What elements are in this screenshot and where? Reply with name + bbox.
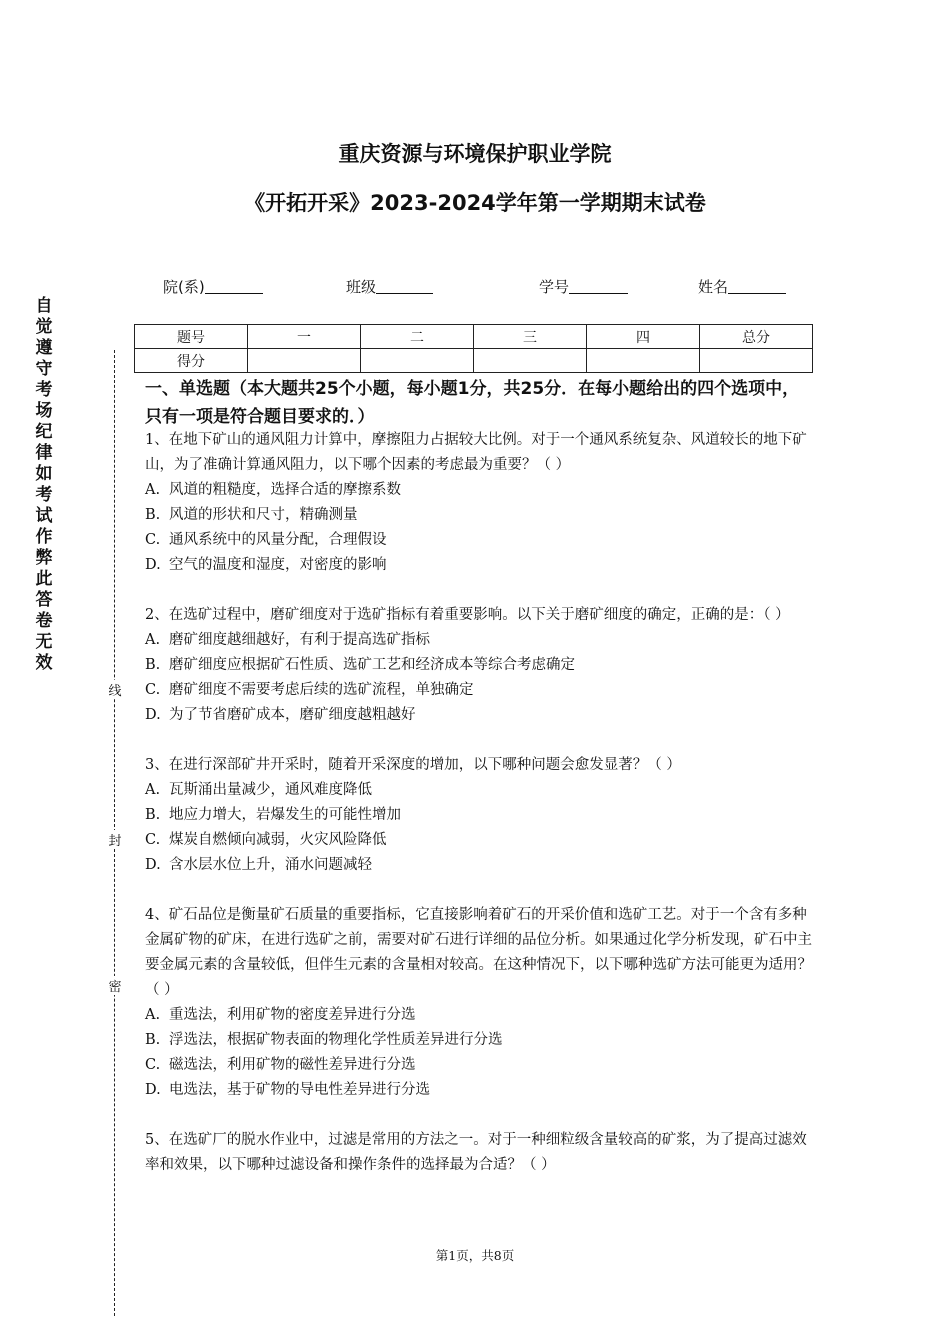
score-table xyxy=(134,324,813,373)
score-header-cell: 总分 xyxy=(700,325,813,349)
class-field xyxy=(346,276,433,297)
option-c[interactable]: C. 磨矿细度不需要考虑后续的选矿流程，单独确定 xyxy=(145,682,474,698)
score-cell[interactable] xyxy=(361,349,474,373)
score-header-cell: 二 xyxy=(361,325,474,349)
exam-discipline-warning: 自觉遵守考场纪律如考试作弊此答卷无效 xyxy=(35,296,53,673)
page-footer: 第1页，共8页 xyxy=(435,1248,515,1263)
option-d[interactable]: D. 含水层水位上升，涌水问题减轻 xyxy=(145,857,372,873)
name-blank[interactable] xyxy=(728,279,786,294)
question-4 xyxy=(145,903,813,1103)
school-title: 重庆资源与环境保护职业学院 xyxy=(338,142,612,166)
score-cell[interactable] xyxy=(700,349,813,373)
question-1 xyxy=(145,428,813,578)
option-c[interactable]: C. 煤炭自燃倾向减弱，火灾风险降低 xyxy=(145,832,387,848)
option-b[interactable]: B. 浮选法，根据矿物表面的物理化学性质差异进行分选 xyxy=(145,1032,503,1048)
question-stem: 1、在地下矿山的通风阻力计算中，摩擦阻力占据较大比例。对于一个通风系统复杂、风道较长的地下矿山，为了准确计算通风阻力，以下哪个因素的考虑最为重要？（ ） xyxy=(145,432,807,473)
option-c[interactable]: C. 磁选法，利用矿物的磁性差异进行分选 xyxy=(145,1057,416,1073)
option-a[interactable]: A. 瓦斯涌出量减少，通风难度降低 xyxy=(145,782,372,798)
option-d[interactable]: D. 电选法，基于矿物的导电性差异进行分选 xyxy=(145,1082,430,1098)
score-cell[interactable] xyxy=(587,349,700,373)
seal-label: 封 xyxy=(104,830,126,849)
score-cell[interactable] xyxy=(248,349,361,373)
student-id-label: 学号 xyxy=(539,278,570,296)
question-list xyxy=(145,428,813,1203)
score-header-cell: 四 xyxy=(587,325,700,349)
score-header-cell: 三 xyxy=(474,325,587,349)
question-stem: 5、在选矿厂的脱水作业中，过滤是常用的方法之一。对于一种细粒级含量较高的矿浆，为了提高过滤效率和效果，以下哪种过滤设备和操作条件的选择最为合适？（ ） xyxy=(145,1132,807,1173)
score-row-label: 得分 xyxy=(135,349,248,373)
class-label: 班级 xyxy=(346,278,377,296)
option-b[interactable]: B. 磨矿细度应根据矿石性质、选矿工艺和经济成本等综合考虑确定 xyxy=(145,657,575,673)
department-blank[interactable] xyxy=(205,279,263,294)
department-field xyxy=(163,276,263,297)
option-d[interactable]: D. 为了节省磨矿成本，磨矿细度越粗越好 xyxy=(145,707,416,723)
section-heading: 一、单选题（本大题共25个小题，每小题1分，共25分．在每小题给出的四个选项中，只有一项是符合题目要求的．） xyxy=(145,379,800,427)
option-d[interactable]: D. 空气的温度和湿度，对密度的影响 xyxy=(145,557,387,573)
department-label: 院(系) xyxy=(163,278,205,296)
score-table-header-row xyxy=(135,325,813,349)
score-cell[interactable] xyxy=(474,349,587,373)
name-label: 姓名 xyxy=(698,278,729,296)
question-2 xyxy=(145,603,813,728)
option-a[interactable]: A. 磨矿细度越细越好，有利于提高选矿指标 xyxy=(145,632,430,648)
option-a[interactable]: A. 重选法，利用矿物的密度差异进行分选 xyxy=(145,1007,416,1023)
score-header-cell: 题号 xyxy=(135,325,248,349)
score-table-score-row xyxy=(135,349,813,373)
class-blank[interactable] xyxy=(376,279,433,294)
question-3 xyxy=(145,753,813,878)
line-label: 线 xyxy=(104,680,126,699)
option-c[interactable]: C. 通风系统中的风量分配，合理假设 xyxy=(145,532,387,548)
option-b[interactable]: B. 地应力增大，岩爆发生的可能性增加 xyxy=(145,807,401,823)
option-a[interactable]: A. 风道的粗糙度，选择合适的摩擦系数 xyxy=(145,482,401,498)
question-stem: 2、在选矿过程中，磨矿细度对于选矿指标有着重要影响。以下关于磨矿细度的确定，正确的是：（ ） xyxy=(145,607,790,623)
question-5 xyxy=(145,1128,813,1178)
secret-label: 密 xyxy=(104,976,126,995)
student-id-field xyxy=(539,276,628,297)
exam-title: 《开拓开采》2023-2024学年第一学期期末试卷 xyxy=(244,191,706,215)
student-id-blank[interactable] xyxy=(569,279,628,294)
option-b[interactable]: B. 风道的形状和尺寸，精确测量 xyxy=(145,507,358,523)
score-header-cell: 一 xyxy=(248,325,361,349)
question-stem: 4、矿石品位是衡量矿石质量的重要指标，它直接影响着矿石的开采价值和选矿工艺。对于一个含有多种金属矿物的矿床，在进行选矿之前，需要对矿石进行详细的品位分析。如果通过化学分析发现，矿石中主要金属元素的含量较低，但伴生元素的含量相对较高。在这种情况下，以下哪种选矿方法可能更为适用？（ ） xyxy=(145,907,812,998)
name-field xyxy=(698,276,786,297)
question-stem: 3、在进行深部矿井开采时，随着开采深度的增加，以下哪种问题会愈发显著？（ ） xyxy=(145,757,681,773)
